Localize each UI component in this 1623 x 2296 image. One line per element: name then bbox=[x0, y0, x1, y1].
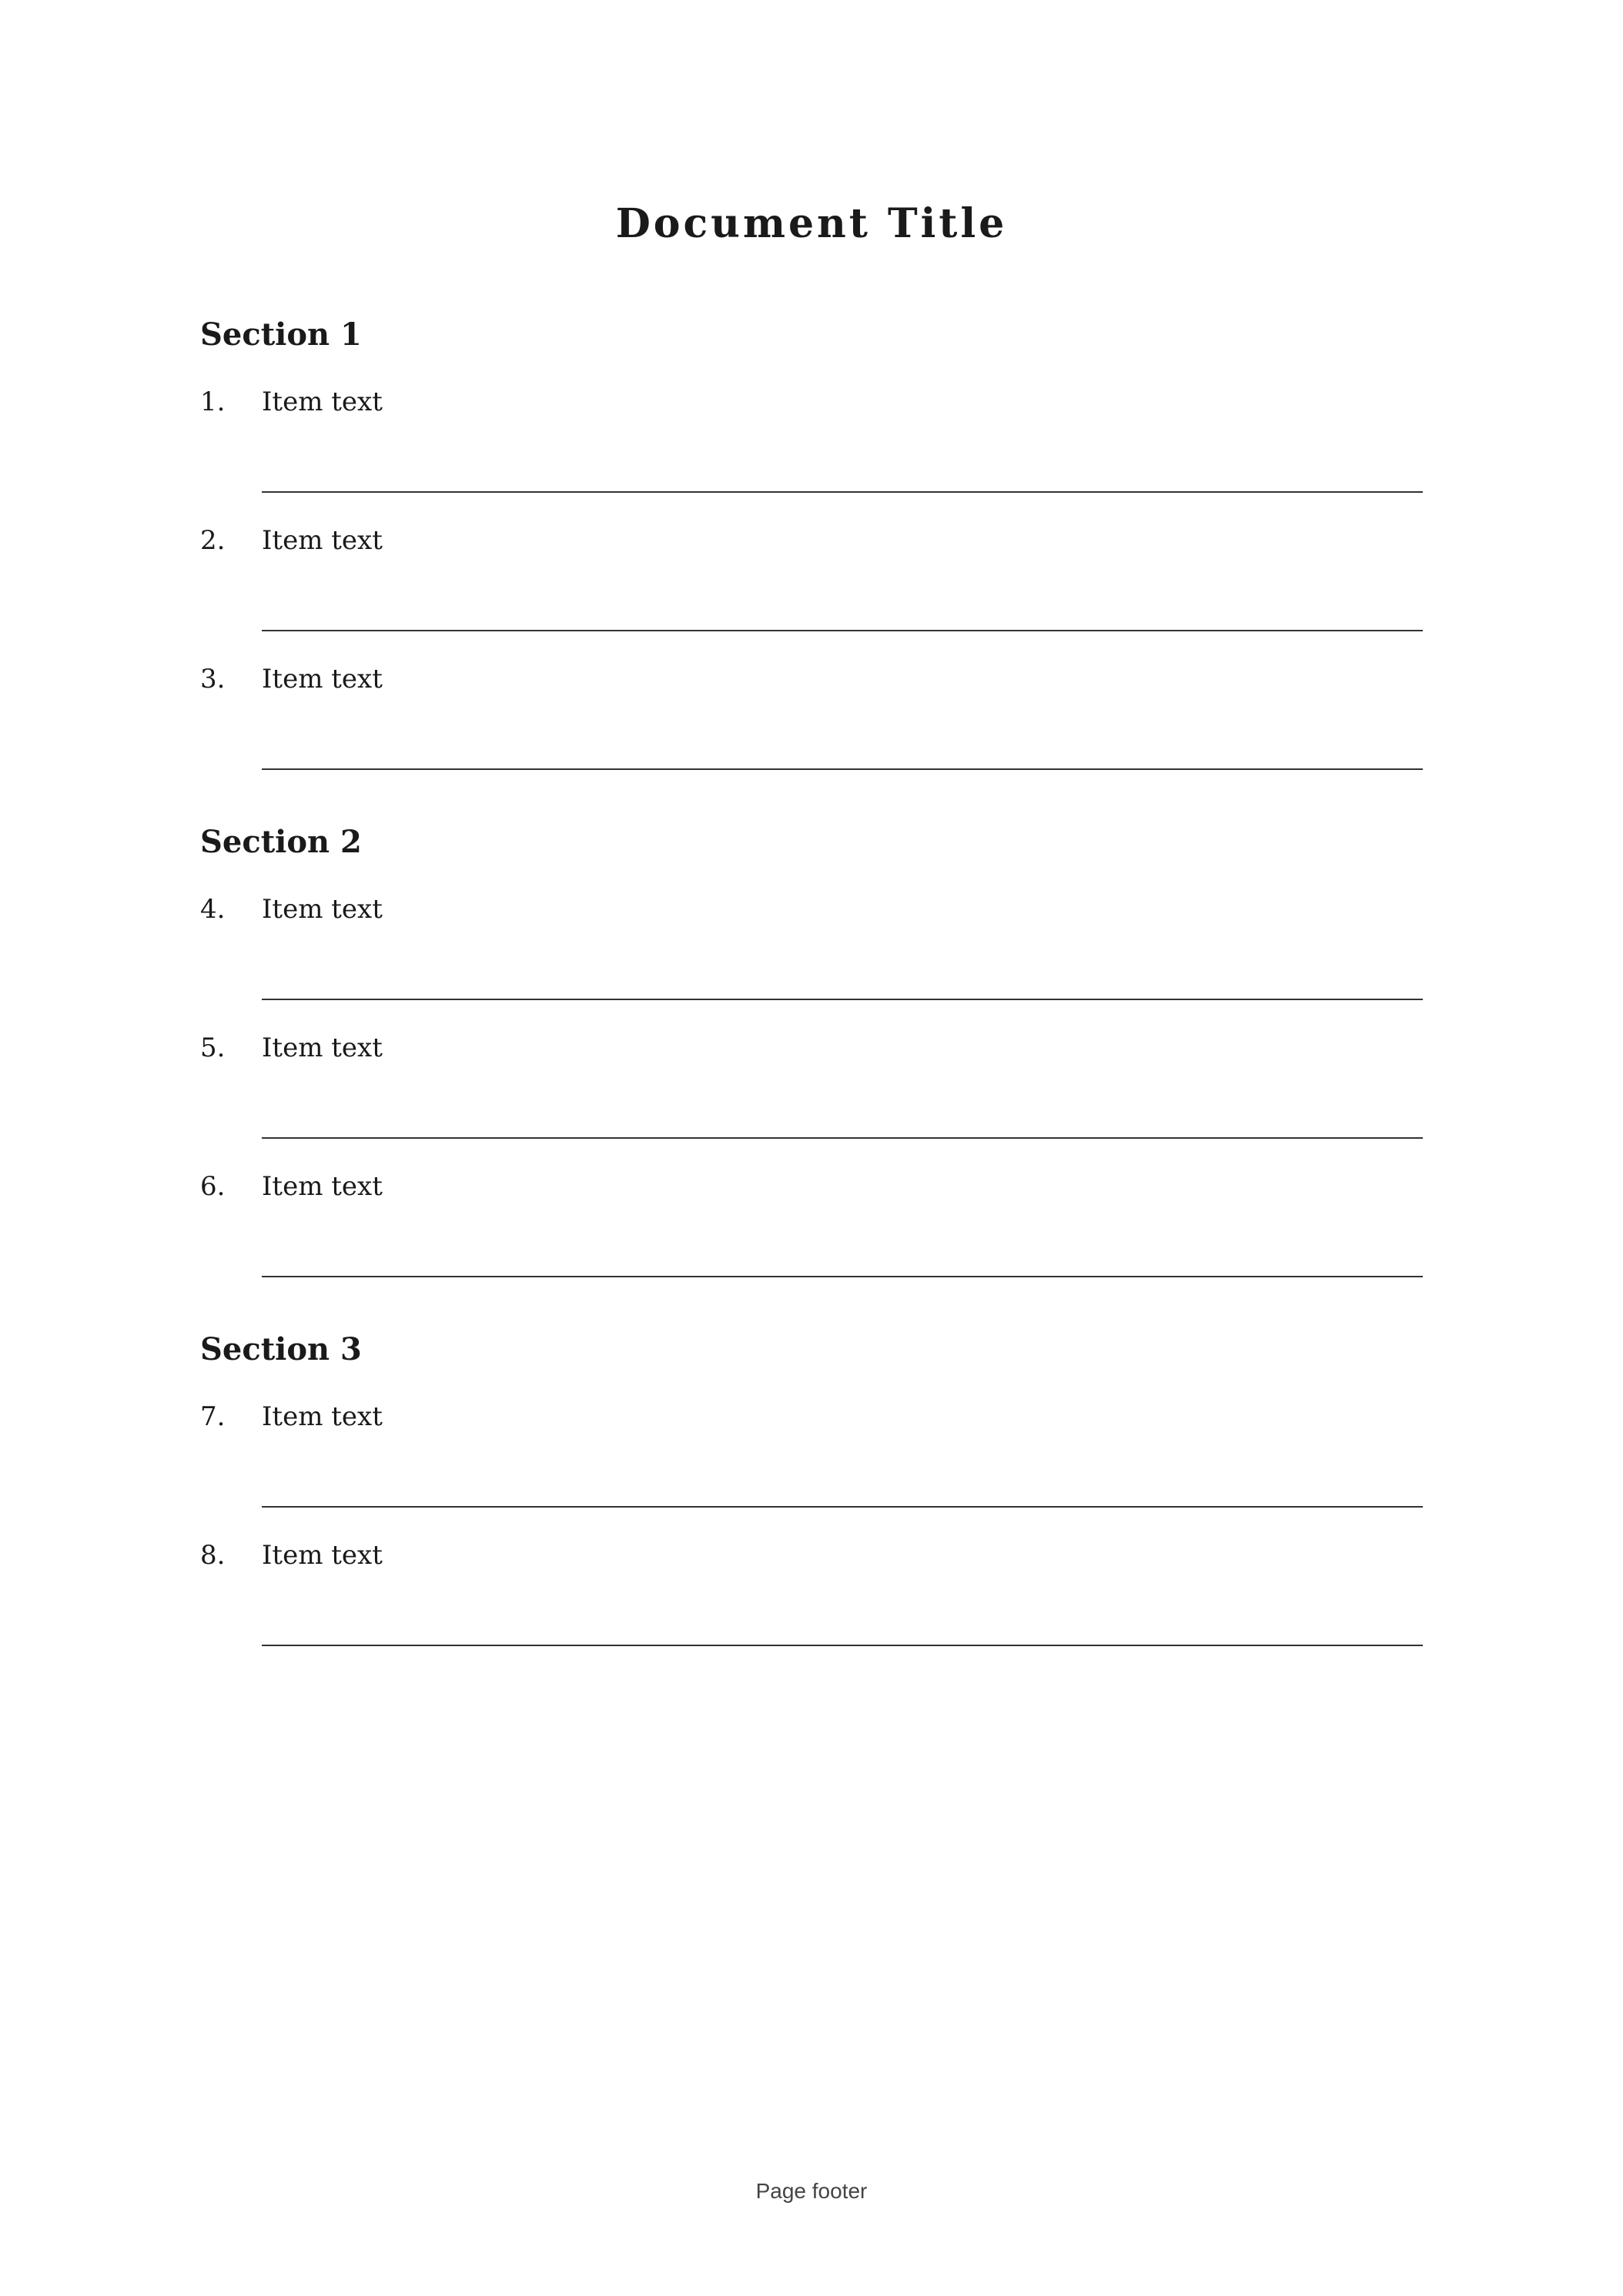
item-number: 7. bbox=[200, 1401, 226, 1432]
item-text: Item text bbox=[262, 1033, 383, 1063]
answer-line bbox=[262, 1230, 1423, 1277]
question-item bbox=[200, 1395, 1423, 1438]
item-text: Item text bbox=[262, 525, 383, 556]
item-number: 8. bbox=[200, 1540, 226, 1571]
item-text: Item text bbox=[262, 387, 383, 417]
item-text: Item text bbox=[262, 894, 383, 925]
answer-line bbox=[262, 1460, 1423, 1508]
question-item bbox=[200, 380, 1423, 423]
item-number: 1. bbox=[200, 387, 226, 417]
section bbox=[200, 1331, 1423, 1646]
item-text: Item text bbox=[262, 1540, 383, 1571]
item-number: 3. bbox=[200, 664, 226, 694]
answer-line bbox=[262, 952, 1423, 1000]
item-text: Item text bbox=[262, 1401, 383, 1432]
item-text: Item text bbox=[262, 664, 383, 694]
question-item bbox=[200, 519, 1423, 562]
question-item bbox=[200, 658, 1423, 701]
item-number: 2. bbox=[200, 525, 226, 556]
item-number: 4. bbox=[200, 894, 226, 925]
item-number: 6. bbox=[200, 1171, 226, 1202]
question-item bbox=[200, 1165, 1423, 1208]
sections-container bbox=[200, 316, 1423, 1646]
section-heading: Section 1 bbox=[200, 316, 362, 353]
section bbox=[200, 824, 1423, 1277]
question-item bbox=[200, 888, 1423, 931]
question-item bbox=[200, 1026, 1423, 1069]
page-footer: Page footer bbox=[755, 2179, 868, 2203]
question-item bbox=[200, 1534, 1423, 1577]
document-title: Document Title bbox=[615, 200, 1008, 247]
answer-line bbox=[262, 445, 1423, 493]
section-heading: Section 3 bbox=[200, 1331, 362, 1367]
item-number: 5. bbox=[200, 1033, 226, 1063]
answer-line bbox=[262, 1091, 1423, 1139]
answer-line bbox=[262, 584, 1423, 631]
section bbox=[200, 316, 1423, 770]
section-heading: Section 2 bbox=[200, 824, 362, 860]
answer-line bbox=[262, 1598, 1423, 1646]
item-text: Item text bbox=[262, 1171, 383, 1202]
answer-line bbox=[262, 722, 1423, 770]
